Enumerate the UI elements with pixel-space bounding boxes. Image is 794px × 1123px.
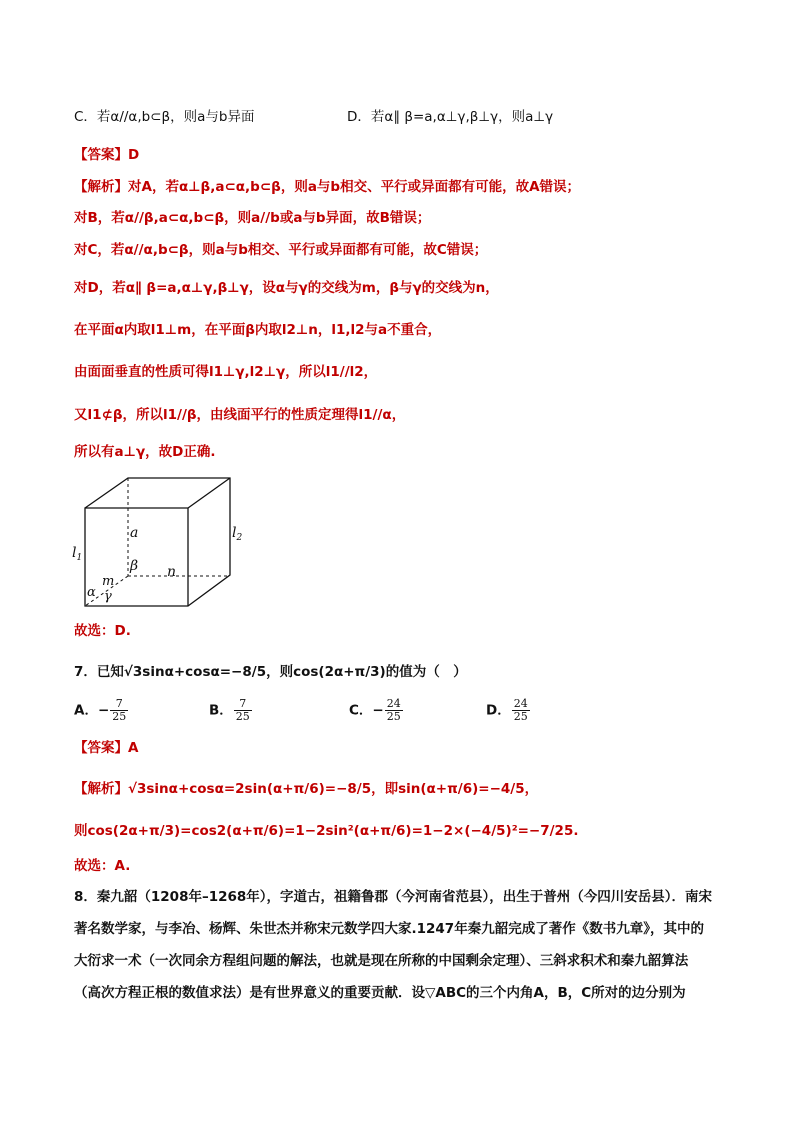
q7-analysis-line-2: 则cos(2α+π/3)=cos2(α+π/6)=1−2sin²(α+π/6)=1−2×(−4/5)²=−7/25. xyxy=(74,823,579,839)
q7-answer: 【答案】A xyxy=(74,740,139,756)
label-l1: $l_1$ xyxy=(72,545,83,563)
q7-analysis-line-1: 【解析】√3sinα+cosα=2sin(α+π/6)=−8/5，即sin(α+π/6)=−4/5， xyxy=(74,781,539,797)
label-l2: $l_2$ xyxy=(232,525,243,543)
q6-choose: 故选：D. xyxy=(74,623,131,639)
q7-choose: 故选：A. xyxy=(74,858,131,874)
q7-option-d: D． $\frac{24}{25}$ xyxy=(486,697,528,723)
q6-analysis-line-1: 【解析】对A，若α⊥β,a⊂α,b⊂β，则a与b相交、平行或异面都有可能，故A错误； xyxy=(74,179,581,195)
q8-line-2: 著名数学家，与李冶、杨辉、朱世杰并称宋元数学四大家.1247年秦九韶完成了著作《数书九章》，其中的 xyxy=(74,921,704,937)
q6-analysis-line-5: 在平面α内取l1⊥m，在平面β内取l2⊥n，l1,l2与a不重合， xyxy=(74,322,442,338)
q6-analysis-line-6: 由面面垂直的性质可得l1⊥γ,l2⊥γ，所以l1//l2， xyxy=(74,364,378,380)
label-alpha: α xyxy=(87,585,96,600)
label-m: m xyxy=(102,574,115,589)
q7-question: 7．已知√3sinα+cosα=−8/5，则cos(2α+π/3)的值为（ ） xyxy=(74,664,467,680)
q6-option-d: D．若α∥ β=a,α⊥γ,β⊥γ，则a⊥γ xyxy=(347,109,554,125)
q6-analysis-line-7: 又l1⊄β，所以l1//β，由线面平行的性质定理得l1//α， xyxy=(74,407,406,423)
q6-analysis-line-8: 所以有a⊥γ，故D正确. xyxy=(74,444,216,460)
q6-answer: 【答案】D xyxy=(74,147,140,163)
q8-line-3: 大衍求一术（一次同余方程组问题的解法，也就是现在所称的中国剩余定理）、三斜求积术和秦九韶算法 xyxy=(74,953,689,969)
label-beta: β xyxy=(130,558,139,574)
q6-analysis-line-2: 对B，若α//β,a⊂α,b⊂β，则a//b或a与b异面，故B错误； xyxy=(74,210,431,226)
q7-option-c: C．− $\frac{24}{25}$ xyxy=(349,697,401,723)
q7-option-a: A．− $\frac{7}{25}$ xyxy=(74,697,127,723)
q7-option-b: B． $\frac{7}{25}$ xyxy=(209,697,250,723)
label-n: n xyxy=(167,564,177,580)
cube-figure xyxy=(60,470,250,615)
q6-analysis-line-4: 对D，若α∥ β=a,α⊥γ,β⊥γ，设α与γ的交线为m，β与γ的交线为n， xyxy=(74,280,499,296)
q6-analysis-line-3: 对C，若α//α,b⊂β，则a与b相交、平行或异面都有可能，故C错误； xyxy=(74,242,488,258)
q8-line-4: （高次方程正根的数值求法）是有世界意义的重要贡献．设▽ABC的三个内角A，B，C所对的边分别为 xyxy=(74,985,686,1001)
q6-option-c: C．若α//α,b⊂β，则a与b异面 xyxy=(74,109,255,125)
label-gamma: γ xyxy=(104,589,112,604)
q8-line-1: 8．秦九韶（1208年–1268年），字道古，祖籍鲁郡（今河南省范县），出生于普州（今四川安岳县）．南宋 xyxy=(74,889,713,905)
label-a: a xyxy=(130,525,139,541)
